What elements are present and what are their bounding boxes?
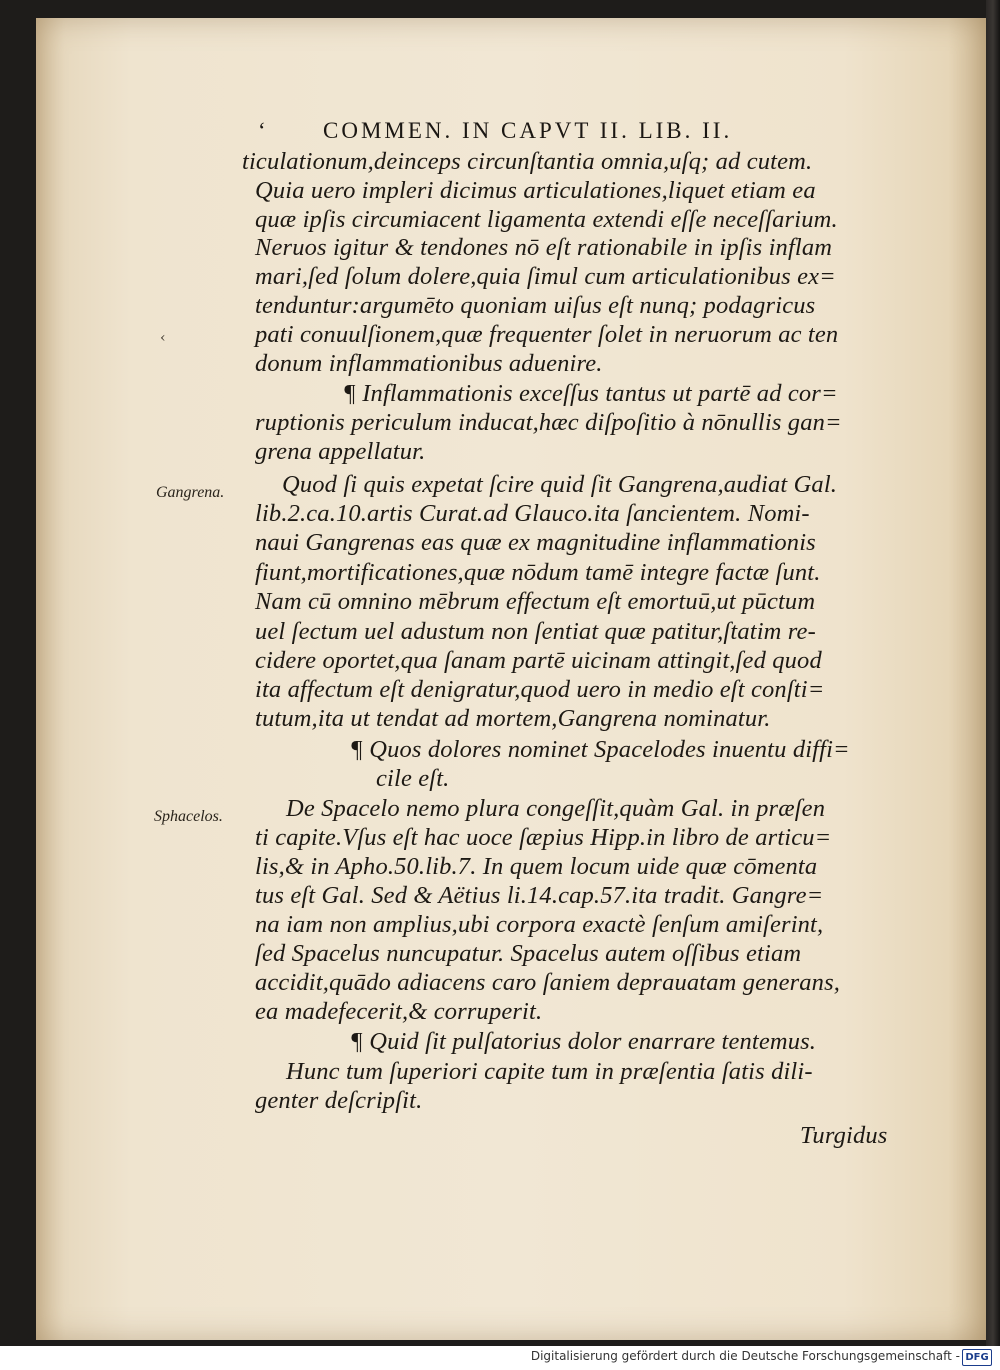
text-line: donum inflammationibus aduenire. xyxy=(255,350,603,377)
text-line: Quia uero impleri dicimus articulationes,liquet etiam ea xyxy=(255,177,816,204)
text-line: Neruos igitur & tendones nō eſt rationabile in ipſis inflam xyxy=(255,234,833,261)
catchword: Turgidus xyxy=(800,1122,888,1149)
dfg-logo: DFG xyxy=(962,1349,992,1366)
text-line: Hunc tum ſuperiori capite tum in præſentia ſatis dili- xyxy=(286,1058,813,1085)
text-line: ¶ Quid ſit pulſatorius dolor enarrare tentemus. xyxy=(350,1028,817,1055)
digitization-footer xyxy=(0,1346,1000,1370)
text-line: genter deſcripſit. xyxy=(255,1087,423,1114)
text-line: ticulationum,deinceps circunſtantia omnia,uſq; ad cutem. xyxy=(242,148,813,175)
text-line: na iam non amplius,ubi corpora exactè ſenſum amiſerint, xyxy=(255,911,824,938)
text-line: lib.2.ca.10.artis Curat.ad Glauco.ita ſancientem. Nomi- xyxy=(255,500,810,527)
page-edge-shadow xyxy=(986,0,1000,1346)
margin-note-gangrena: Gangrena. xyxy=(156,484,225,501)
text-line: uel ſectum uel adustum non ſentiat quæ patitur,ſtatim re- xyxy=(255,618,816,645)
text-line: tus eſt Gal. Sed & Aëtius li.14.cap.57.ita tradit. Gangre= xyxy=(255,882,824,909)
text-line: Nam cū omnino mēbrum effectum eſt emortuū,ut pūctum xyxy=(255,588,816,615)
text-line: mari,ſed ſolum dolere,quia ſimul cum articulationibus ex= xyxy=(255,263,836,290)
text-line: grena appellatur. xyxy=(255,438,426,465)
text-line: De Spacelo nemo plura congeſſit,quàm Gal. in præſen xyxy=(286,795,826,822)
text-line: tenduntur:argumēto quoniam uiſus eſt nunq; podagricus xyxy=(255,292,816,319)
text-line: ruptionis periculum inducat,hæc diſpoſitio à nōnullis gan= xyxy=(255,409,842,436)
text-line: ea madefecerit,& corruperit. xyxy=(255,998,543,1025)
text-line: ¶ Inflammationis exceſſus tantus ut partē ad cor= xyxy=(343,380,838,407)
margin-note-sphacelos: Sphacelos. xyxy=(154,808,223,825)
text-line: accidit,quādo adiacens caro ſaniem deprauatam generans, xyxy=(255,969,841,996)
text-line: ſed Spacelus nuncupatur. Spacelus autem oſſibus etiam xyxy=(255,940,802,967)
text-line: fiunt,mortificationes,quæ nōdum tamē integre factæ ſunt. xyxy=(255,559,821,586)
text-line: quæ ipſis circumiacent ligamenta extendi eſſe neceſſarium. xyxy=(255,206,838,233)
text-line: naui Gangrenas eas quæ ex magnitudine inflammationis xyxy=(255,529,816,556)
running-head-title: COMMEN. IN CAPVT II. LIB. II. xyxy=(323,118,733,143)
text-line: ¶ Quos dolores nominet Spacelodes inuentu diffi= xyxy=(350,736,850,763)
text-line: ita affectum eſt denigratur,quod uero in medio eſt conſti= xyxy=(255,676,825,703)
text-line: tutum,ita ut tendat ad mortem,Gangrena nominatur. xyxy=(255,705,771,732)
text-line: Quod ſi quis expetat ſcire quid ſit Gangrena,audiat Gal. xyxy=(282,471,838,498)
footer-credit-text: Digitalisierung gefördert durch die Deutsche Forschungsgemeinschaft - xyxy=(530,1349,960,1363)
text-line: cidere oportet,qua ſanam partē uicinam attingit,ſed quod xyxy=(255,647,822,674)
page-speck: ‹ xyxy=(160,330,166,346)
text-line: ti capite.Vſus eſt hac uoce ſæpius Hipp.in libro de articu= xyxy=(255,824,832,851)
book-page xyxy=(36,18,986,1340)
text-line: lis,& in Apho.50.lib.7. In quem locum uide quæ cōmenta xyxy=(255,853,818,880)
text-line: pati conuulſionem,quæ frequenter ſolet in neruorum ac ten xyxy=(255,321,839,348)
text-line: cile eſt. xyxy=(376,765,450,792)
running-head-mark: ‘ xyxy=(258,118,269,143)
